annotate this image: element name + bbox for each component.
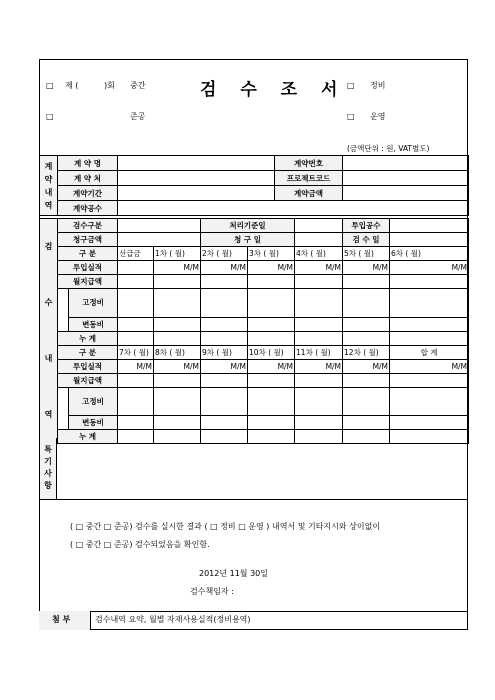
t2-variable-cell[interactable] (343, 416, 390, 430)
attachment-divider (39, 611, 468, 612)
t2-fixed-cell[interactable] (154, 387, 201, 416)
confirm-date: 2012년 11월 30일 (199, 569, 268, 578)
t2-fixed-cell[interactable] (343, 387, 390, 416)
t1-col-1: 1차 ( 월) (154, 247, 201, 261)
contract-manhours-field[interactable] (118, 201, 469, 216)
contract-name-label: 계 약 명 (58, 156, 118, 171)
t2-col-1: 8차 ( 월) (154, 345, 201, 359)
inspection-date-field[interactable] (390, 233, 469, 247)
t1-monthly-cell[interactable] (248, 275, 295, 289)
t1-input-cell-1[interactable]: M/M (154, 261, 201, 275)
t2-col-2: 9차 ( 월) (201, 345, 248, 359)
t2-input-cell-5[interactable]: M/M (343, 359, 390, 373)
t1-fixed-cell[interactable] (154, 289, 201, 318)
base-date-field[interactable] (295, 219, 343, 233)
inspection-date-label: 검 수 일 (343, 233, 390, 247)
t1-cumulative-cell[interactable] (295, 331, 343, 345)
t2-variable-cell[interactable] (154, 416, 201, 430)
checkbox-operation[interactable]: □ (347, 112, 355, 121)
t2-col-6: 합 계 (390, 345, 469, 359)
t2-input-cell-0[interactable]: M/M (118, 359, 154, 373)
t2-input-cell-1[interactable]: M/M (154, 359, 201, 373)
t2-monthly-cell[interactable] (390, 373, 469, 387)
t1-monthly-cell[interactable] (118, 275, 154, 289)
t1-monthly-cell[interactable] (390, 275, 469, 289)
contract-manhours-label: 계약공수 (58, 201, 118, 216)
inspection-table (39, 218, 469, 444)
t1-variable-cell[interactable] (201, 317, 248, 331)
contract-name-field[interactable] (118, 156, 275, 171)
contract-amount-field[interactable] (343, 186, 469, 201)
t1-monthly-cell[interactable] (295, 275, 343, 289)
claim-amount-label: 청구금액 (58, 233, 118, 247)
base-date-label: 처리기준일 (201, 219, 295, 233)
contract-amount-label: 계약금액 (275, 186, 343, 201)
confirm-line-2: ( □ 중간 □ 준공) 검수되었음을 확인함. (70, 540, 210, 549)
project-code-field[interactable] (343, 171, 469, 186)
t1-col-6: 6차 ( 월) (390, 247, 469, 261)
t1-fixed-cell[interactable] (118, 289, 154, 318)
t1-variable-cell[interactable] (154, 317, 201, 331)
t1-variable-label: 변동비 (69, 317, 118, 331)
t1-variable-cell[interactable] (390, 317, 469, 331)
t2-cumulative-label: 누 계 (58, 430, 118, 444)
t1-input-cell-2[interactable]: M/M (201, 261, 248, 275)
special-side-label: 특기사항 (44, 445, 52, 490)
t2-indent (58, 387, 69, 430)
t1-variable-cell[interactable] (248, 317, 295, 331)
inspection-type-field[interactable] (118, 219, 201, 233)
t1-variable-cell[interactable] (343, 317, 390, 331)
t2-fixed-cell[interactable] (248, 387, 295, 416)
t2-col-5: 12차 ( 월) (343, 345, 390, 359)
operation-label: 운영 (370, 112, 386, 121)
inspector-signature: 검수책임자 : (190, 587, 234, 596)
t1-col-4: 4차 ( 월) (295, 247, 343, 261)
t2-variable-cell[interactable] (390, 416, 469, 430)
t2-monthly-cell[interactable] (154, 373, 201, 387)
t1-fixed-cell[interactable] (343, 289, 390, 318)
page-title: 검 수 조 서 (200, 80, 347, 100)
t2-variable-cell[interactable] (118, 416, 154, 430)
t1-col-5: 5차 ( 월) (343, 247, 390, 261)
attachment-label: 첨 부 (52, 615, 71, 624)
t1-monthly-cell[interactable] (343, 275, 390, 289)
t1-cumulative-cell[interactable] (154, 331, 201, 345)
contractor-field[interactable] (118, 171, 275, 186)
t1-fixed-cell[interactable] (248, 289, 295, 318)
t1-input-cell-0[interactable] (118, 261, 154, 275)
t2-fixed-cell[interactable] (390, 387, 469, 416)
t2-fixed-cell[interactable] (295, 387, 343, 416)
attachment-value: 검수내역 요약, 월별 자재사용실적(정비용역) (95, 615, 251, 624)
t1-cumulative-cell[interactable] (201, 331, 248, 345)
t1-cumulative-cell[interactable] (118, 331, 154, 345)
completion-label: 준공 (130, 112, 146, 121)
checkbox-completion[interactable]: □ (46, 112, 54, 121)
amount-unit-note: (금액단위 : 원, VAT별도) (347, 144, 430, 153)
t2-variable-cell[interactable] (201, 416, 248, 430)
t1-input-cell-5[interactable]: M/M (343, 261, 390, 275)
t2-variable-cell[interactable] (248, 416, 295, 430)
t2-input-cell-2[interactable]: M/M (201, 359, 248, 373)
maintenance-label: 정비 (370, 81, 386, 90)
t2-variable-label: 변동비 (69, 416, 118, 430)
t2-input-cell-6[interactable]: M/M (390, 359, 469, 373)
t1-cumulative-cell[interactable] (390, 331, 469, 345)
t2-variable-cell[interactable] (295, 416, 343, 430)
t1-fixed-cell[interactable] (390, 289, 469, 318)
t1-cumulative-label: 누 계 (58, 331, 118, 345)
contract-side-label: 계약내역 (40, 156, 58, 216)
project-code-label: 프로젝트코드 (275, 171, 343, 186)
claim-date-label: 청 구 일 (201, 233, 295, 247)
t1-col-2: 2차 ( 월) (201, 247, 248, 261)
t1-header-label: 구 분 (58, 247, 118, 261)
t2-monthly-cell[interactable] (248, 373, 295, 387)
t1-col-0: 선급금 (118, 247, 154, 261)
t1-variable-cell[interactable] (295, 317, 343, 331)
contract-number-field[interactable] (343, 156, 469, 171)
contract-period-label: 계약기간 (58, 186, 118, 201)
t2-header-label: 구 분 (58, 345, 118, 359)
round-prefix: 제 ( (65, 81, 79, 90)
t2-col-3: 10차 ( 월) (248, 345, 295, 359)
t2-fixed-label: 고정비 (69, 387, 118, 416)
interim-label: 중간 (130, 81, 146, 90)
t1-monthly-cell[interactable] (201, 275, 248, 289)
t1-input-cell-6[interactable]: M/M (390, 261, 469, 275)
contractor-label: 계 약 처 (58, 171, 118, 186)
inspection-side-label: 검수내역 (40, 219, 58, 444)
t2-col-0: 7차 ( 월) (118, 345, 154, 359)
t2-col-4: 11차 ( 월) (295, 345, 343, 359)
contract-table (39, 155, 469, 216)
input-manhours-label: 투입공수 (343, 219, 390, 233)
t2-monthly-cell[interactable] (201, 373, 248, 387)
t2-fixed-cell[interactable] (118, 387, 154, 416)
t1-fixed-cell[interactable] (295, 289, 343, 318)
t1-fixed-cell[interactable] (201, 289, 248, 318)
input-manhours-field[interactable] (390, 219, 469, 233)
t2-input-cell-4[interactable]: M/M (295, 359, 343, 373)
t1-input-cell-3[interactable]: M/M (248, 261, 295, 275)
inspection-type-label: 검수구분 (58, 219, 118, 233)
t1-indent (58, 289, 69, 332)
t2-input-cell-3[interactable]: M/M (248, 359, 295, 373)
t1-input-cell-4[interactable]: M/M (295, 261, 343, 275)
round-suffix: )회 (104, 81, 115, 90)
special-notes-field[interactable] (57, 438, 468, 500)
confirm-line-1: ( □ 중간 □ 준공) 검수를 실시한 결과 ( □ 정비 □ 운영 ) 내역서 및 기타지시와 상이없이 (70, 522, 381, 531)
t1-cumulative-cell[interactable] (248, 331, 295, 345)
t1-monthly-label: 월지급액 (58, 275, 118, 289)
claim-date-field[interactable] (295, 233, 343, 247)
t1-fixed-label: 고정비 (69, 289, 118, 318)
t2-monthly-cell[interactable] (118, 373, 154, 387)
checkbox-round[interactable]: □ (46, 81, 54, 90)
t2-monthly-cell[interactable] (295, 373, 343, 387)
t1-col-3: 3차 ( 월) (248, 247, 295, 261)
claim-amount-field[interactable] (118, 233, 201, 247)
t1-cumulative-cell[interactable] (343, 331, 390, 345)
contract-period-field[interactable] (118, 186, 275, 201)
t2-input-label: 투입실적 (58, 359, 118, 373)
t1-monthly-cell[interactable] (154, 275, 201, 289)
contract-number-label: 계약번호 (275, 156, 343, 171)
t2-monthly-cell[interactable] (343, 373, 390, 387)
t2-monthly-label: 월지급액 (58, 373, 118, 387)
t1-variable-cell[interactable] (118, 317, 154, 331)
t2-fixed-cell[interactable] (201, 387, 248, 416)
checkbox-maintenance[interactable]: □ (347, 81, 355, 90)
t1-input-label: 투입실적 (58, 261, 118, 275)
